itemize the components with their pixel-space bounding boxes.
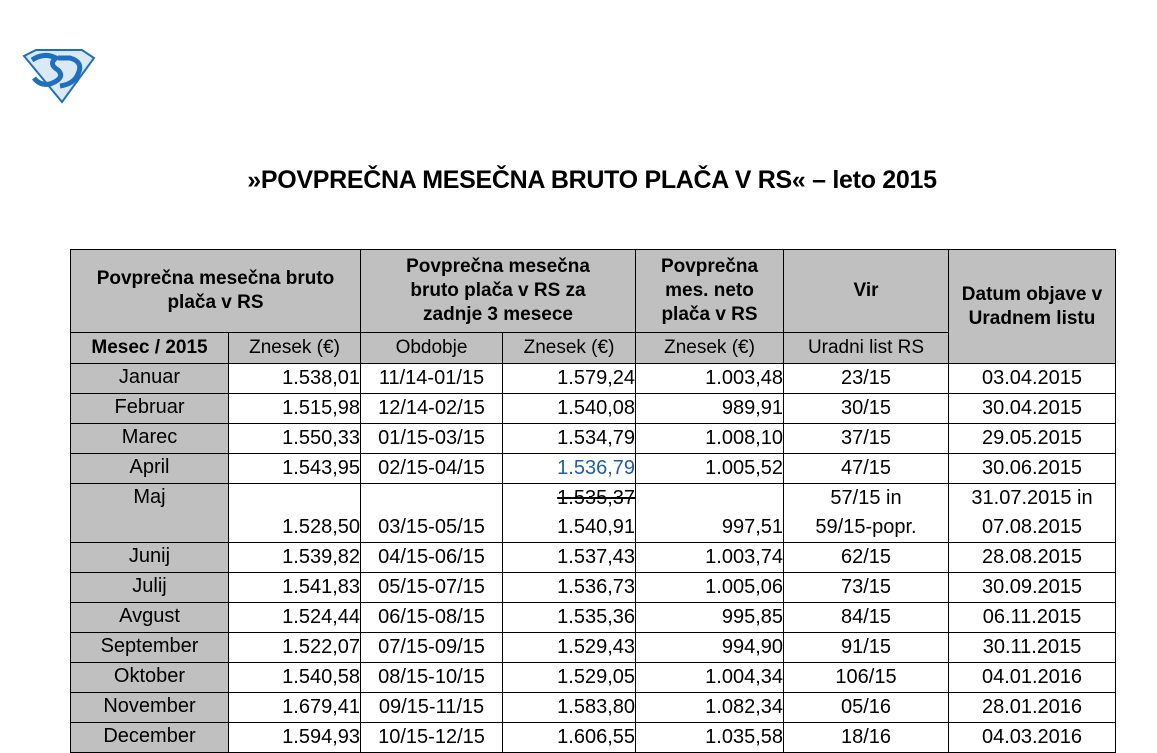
source-correction: 59/15-popr. [815,516,917,538]
month-cell: November [71,693,229,723]
table-row [71,663,1116,693]
period-cell [361,484,503,543]
table-row [71,424,1116,454]
gross-3m-cell: 1.540,08 [503,394,636,424]
source-cell: 106/15 [784,663,949,693]
gross-3m-cell: 1.534,79 [503,424,636,454]
source-cell: 47/15 [784,454,949,484]
net-cell: 1.082,34 [636,693,784,723]
date-cell: 04.01.2016 [949,663,1116,693]
gross-3m-cell: 1.606,55 [503,723,636,753]
col-month: Mesec / 2015 [71,333,229,364]
gross-3m-cell [503,484,636,543]
source-cell: 73/15 [784,573,949,603]
date-cell: 28.01.2016 [949,693,1116,723]
source-value: 57/15 in [830,487,902,509]
period-cell: 01/15-03/15 [361,424,503,454]
gross-3m-cell: 1.536,73 [503,573,636,603]
gross-cell: 1.538,01 [229,364,361,394]
gross-cell: 1.679,41 [229,693,361,723]
month-cell: September [71,633,229,663]
gross-cell: 1.543,95 [229,454,361,484]
net-cell: 1.003,74 [636,543,784,573]
date-cell: 29.05.2015 [949,424,1116,454]
gross-cell: 1.550,33 [229,424,361,454]
date-cell: 30.04.2015 [949,394,1116,424]
date-correction: 07.08.2015 [981,516,1083,538]
period-value: 03/15-05/15 [378,516,485,538]
header-gross: Povprečna mesečna bruto plača v RS [71,250,361,333]
period-cell: 02/15-04/15 [361,454,503,484]
header-gross-3m: Povprečna mesečna bruto plača v RS za zadnje 3 mesece [361,250,636,333]
month-cell: Junij [71,543,229,573]
gross-3m-cell: 1.537,43 [503,543,636,573]
date-cell: 06.11.2015 [949,603,1116,633]
source-cell [784,484,949,543]
header-date: Datum objave v Uradnem listu [949,250,1116,364]
month-cell: Julij [71,573,229,603]
header-net: Povprečna mes. neto plača v RS [636,250,784,333]
table-row [71,603,1116,633]
date-cell: 30.11.2015 [949,633,1116,663]
month-cell: Marec [71,424,229,454]
table-row [71,484,1116,543]
gross-cell: 1.540,58 [229,663,361,693]
source-cell: 91/15 [784,633,949,663]
table-row [71,693,1116,723]
date-cell: 30.09.2015 [949,573,1116,603]
table-row [71,633,1116,663]
gross-3m-cell: 1.583,80 [503,693,636,723]
col-net: Znesek (€) [636,333,784,364]
net-cell: 994,90 [636,633,784,663]
period-cell: 04/15-06/15 [361,543,503,573]
date-cell: 04.03.2016 [949,723,1116,753]
gross-3m-cell: 1.529,05 [503,663,636,693]
net-cell [636,484,784,543]
month-cell: Avgust [71,603,229,633]
month-cell: April [71,454,229,484]
col-period: Obdobje [361,333,503,364]
gross-cell: 1.515,98 [229,394,361,424]
salary-table [70,249,1116,753]
period-cell: 12/14-02/15 [361,394,503,424]
col-amount: Znesek (€) [229,333,361,364]
period-cell: 06/15-08/15 [361,603,503,633]
date-cell [949,484,1116,543]
net-cell: 1.004,34 [636,663,784,693]
net-cell: 995,85 [636,603,784,633]
date-cell: 28.08.2015 [949,543,1116,573]
gross-3m-cell: 1.535,36 [503,603,636,633]
source-cell: 18/16 [784,723,949,753]
source-cell: 84/15 [784,603,949,633]
month-cell: Januar [71,364,229,394]
gross-cell: 1.594,93 [229,723,361,753]
source-cell: 30/15 [784,394,949,424]
date-value: 31.07.2015 in [971,487,1093,509]
gross-3m-old-value: 1.535,37 [557,487,636,509]
table-row [71,543,1116,573]
net-cell: 1.005,06 [636,573,784,603]
table-row [71,723,1116,753]
gross-cell: 1.522,07 [229,633,361,663]
net-cell: 989,91 [636,394,784,424]
table-row [71,573,1116,603]
month-cell: December [71,723,229,753]
net-cell: 1.035,58 [636,723,784,753]
net-cell: 1.003,48 [636,364,784,394]
col-amount-3m: Znesek (€) [503,333,636,364]
period-cell: 10/15-12/15 [361,723,503,753]
table-row [71,364,1116,394]
sd-shield-logo [22,48,96,104]
period-cell: 05/15-07/15 [361,573,503,603]
period-cell: 11/14-01/15 [361,364,503,394]
gross-3m-value: 1.540,91 [557,516,636,538]
date-cell: 03.04.2015 [949,364,1116,394]
period-cell: 08/15-10/15 [361,663,503,693]
page-title: »POVPREČNA MESEČNA BRUTO PLAČA V RS« – leto 2015 [247,166,937,194]
gross-cell: 1.541,83 [229,573,361,603]
source-cell: 37/15 [784,424,949,454]
net-cell: 1.008,10 [636,424,784,454]
period-cell: 09/15-11/15 [361,693,503,723]
date-cell: 30.06.2015 [949,454,1116,484]
month-cell: Maj [71,484,229,543]
table-row [71,394,1116,424]
gross-3m-cell: 1.529,43 [503,633,636,663]
source-cell: 62/15 [784,543,949,573]
net-cell: 1.005,52 [636,454,784,484]
gross-value: 1.528,50 [282,516,360,538]
source-cell: 05/16 [784,693,949,723]
month-cell: Februar [71,394,229,424]
gross-cell [229,484,361,543]
header-source: Vir [784,250,949,333]
gross-cell: 1.539,82 [229,543,361,573]
period-cell: 07/15-09/15 [361,633,503,663]
gross-3m-cell: 1.579,24 [503,364,636,394]
gross-cell: 1.524,44 [229,603,361,633]
table-row [71,454,1116,484]
header-row-groups [71,250,1116,333]
net-value: 997,51 [721,516,784,538]
month-cell: Oktober [71,663,229,693]
source-cell: 23/15 [784,364,949,394]
gross-3m-cell: 1.536,79 [503,454,636,484]
col-source: Uradni list RS [784,333,949,364]
